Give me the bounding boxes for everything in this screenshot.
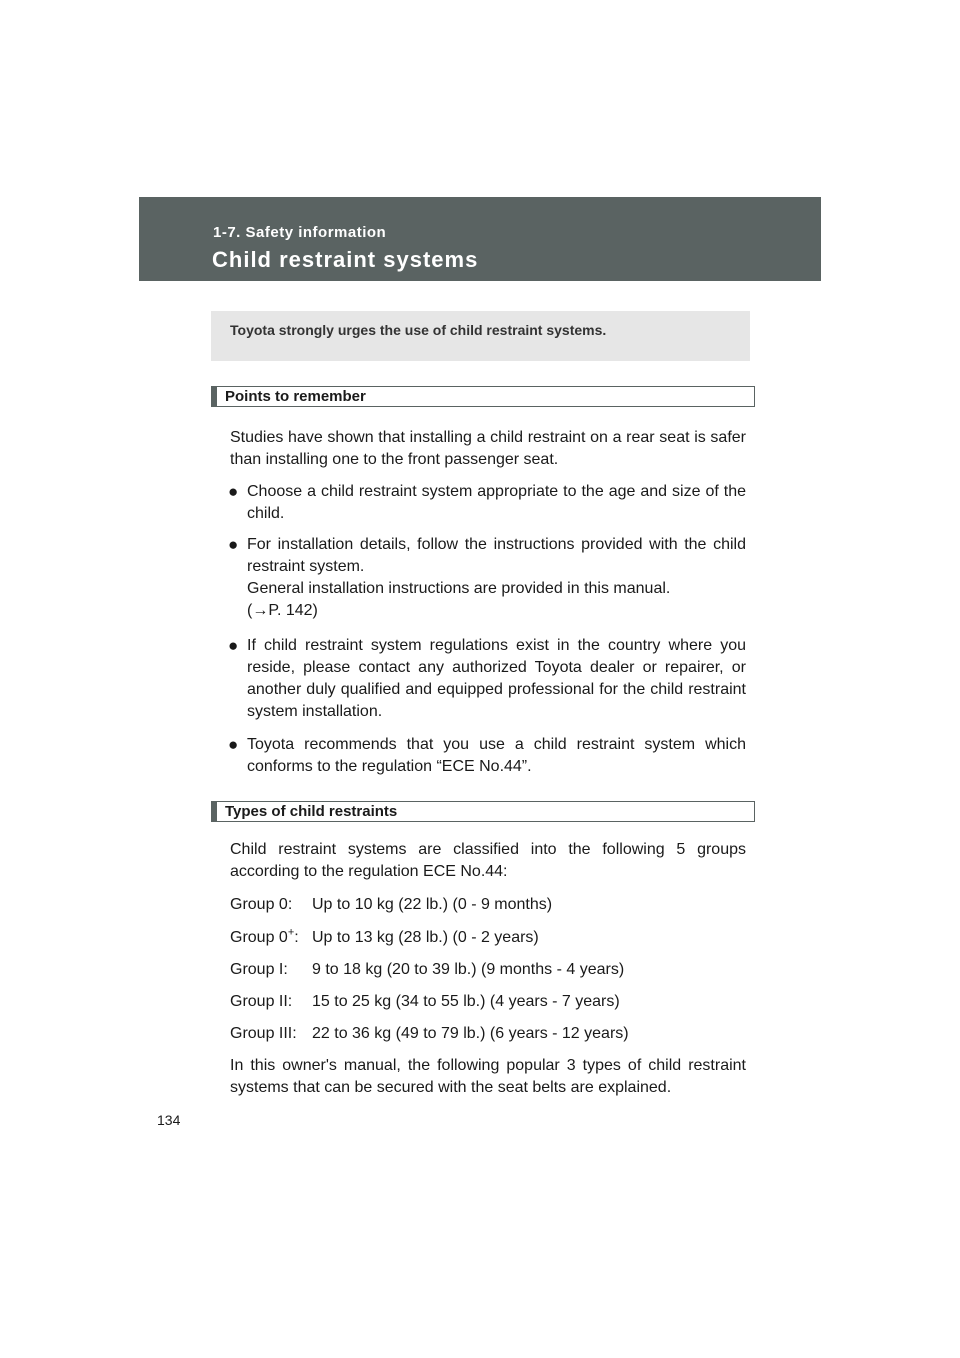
section-header-band (139, 197, 821, 281)
bullet-item (228, 481, 746, 525)
points-paragraph: Studies have shown that installing a child restraint on a rear seat is safer than installing one to the front passenger seat. (230, 429, 746, 468)
group-superscript: + (287, 926, 295, 939)
group-row (230, 991, 620, 1013)
subheading-types-of-child-restraints (211, 801, 755, 822)
page-reference-link[interactable]: (→P. 142) (247, 602, 318, 619)
group-description: 9 to 18 kg (20 to 39 lb.) (9 months - 4 years) (312, 961, 625, 978)
bullet-text: For installation details, follow the instructions provided with the child restraint system. (247, 536, 746, 575)
closing-paragraph: In this owner's manual, the following popular 3 types of child restraint systems that can be secured with the seat belts are explained. (230, 1057, 746, 1096)
group-row (230, 927, 539, 949)
group-row (230, 959, 624, 981)
bullet-icon: ● (228, 535, 239, 554)
intro-box (211, 311, 750, 361)
group-description: Up to 10 kg (22 lb.) (0 - 9 months) (312, 896, 553, 913)
group-label: Group 0: (230, 896, 293, 913)
bullet-text: Choose a child restraint system appropriate to the age and size of the child. (247, 483, 746, 522)
group-description: 15 to 25 kg (34 to 55 lb.) (4 years - 7 years) (312, 993, 620, 1010)
types-paragraph: Child restraint systems are classified into the following 5 groups according to the regulation ECE No.44: (230, 841, 746, 880)
bullet-icon: ● (228, 735, 239, 754)
bullet-item (228, 734, 746, 778)
subheading-label: Points to remember (225, 388, 366, 405)
group-description: 22 to 36 kg (49 to 79 lb.) (6 years - 12 years) (312, 1025, 629, 1042)
bullet-icon: ● (228, 636, 239, 655)
group-label: Group III: (230, 1025, 297, 1042)
subheading-label: Types of child restraints (225, 803, 398, 820)
group-label: Group 0+: (230, 926, 299, 946)
subheading-points-to-remember (211, 386, 755, 407)
bullet-icon: ● (228, 482, 239, 501)
group-row (230, 894, 552, 916)
group-label: Group II: (230, 993, 293, 1010)
bullet-item (228, 534, 746, 622)
bullet-text-extra: General installation instructions are provided in this manual. (247, 580, 671, 597)
bullet-item (228, 635, 746, 723)
section-label: 1-7. Safety information (213, 224, 387, 241)
group-description: Up to 13 kg (28 lb.) (0 - 2 years) (312, 929, 539, 946)
bullet-text: Toyota recommends that you use a child restraint system which conforms to the regulation “ECE No.44”. (247, 736, 746, 775)
group-label: Group I: (230, 961, 288, 978)
group-row (230, 1023, 629, 1045)
intro-text: Toyota strongly urges the use of child restraint systems. (230, 322, 607, 338)
page-number: 134 (157, 1112, 181, 1128)
bullet-text: If child restraint system regulations exist in the country where you reside, please contact any authorized Toyota dealer or repairer, or another duly qualified and equipped professional for the child restraint system installation. (247, 637, 746, 720)
page-title: Child restraint systems (212, 247, 479, 272)
